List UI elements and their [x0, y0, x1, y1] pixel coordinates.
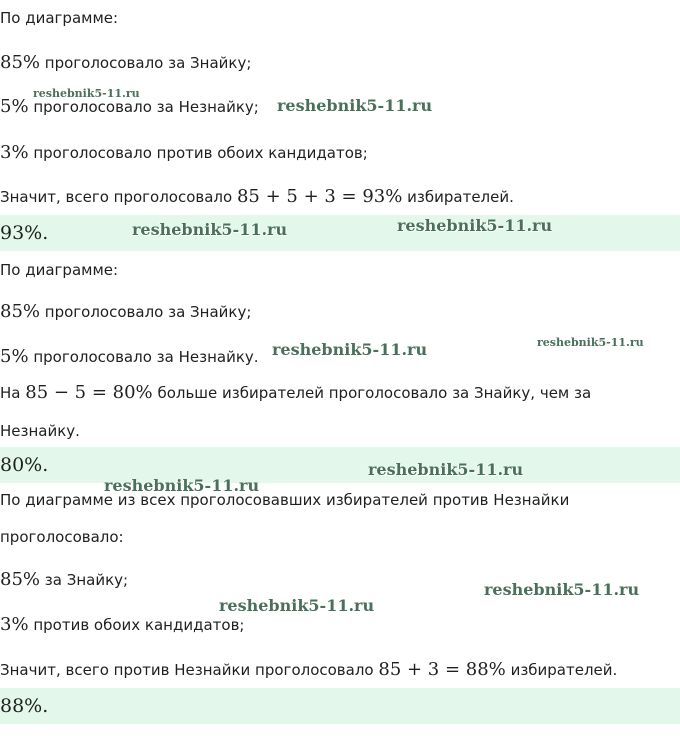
s2-intro: По диаграмме: [0, 261, 119, 279]
watermark: reshebnik5-11.ru [368, 460, 524, 479]
s2-answer: 80%. [0, 454, 49, 476]
s2-percent-znayka: 85% [0, 301, 41, 322]
watermark: reshebnik5-11.ru [484, 580, 640, 599]
s1-percent-znayka: 85% [0, 52, 41, 73]
s2-difference: На 85 − 5 = 80% больше избирателей проголосовало за Знайку, чем за [0, 382, 592, 403]
watermark: reshebnik5-11.ru [397, 216, 553, 235]
watermark: reshebnik5-11.ru [272, 340, 428, 359]
watermark: reshebnik5-11.ru [219, 596, 375, 615]
s3-conclusion: Значит, всего против Незнайки проголосовало 85 + 3 = 88% избирателей. [0, 659, 618, 680]
s2-percent-neznayka: 5% [0, 346, 29, 367]
watermark: reshebnik5-11.ru [104, 476, 260, 495]
s2-equation: 85 − 5 = 80% [25, 382, 153, 403]
s1-percent-neznayka: 5% [0, 96, 29, 117]
s3-line-against: 3% против обоих кандидатов; [0, 614, 245, 635]
s3-answer: 88%. [0, 695, 49, 717]
s3-line-znayka: 85% за Знайку; [0, 569, 129, 590]
s3-percent-znayka: 85% [0, 569, 41, 590]
s1-line-neznayka: 5% проголосовало за Незнайку; [0, 96, 259, 117]
s3-equation: 85 + 3 = 88% [378, 659, 506, 680]
s3-intro-cont: проголосовало: [0, 528, 124, 546]
s1-line-against: 3% проголосовало против обоих кандидатов; [0, 142, 368, 163]
watermark: reshebnik5-11.ru [277, 96, 433, 115]
watermark: reshebnik5-11.ru [132, 220, 288, 239]
s2-line-znayka: 85% проголосовало за Знайку; [0, 301, 252, 322]
s1-percent-against: 3% [0, 142, 29, 163]
watermark: reshebnik5-11.ru [537, 336, 644, 349]
s2-answer-box [0, 447, 680, 483]
s3-percent-against: 3% [0, 614, 29, 635]
s3-answer-box [0, 688, 680, 724]
s1-conclusion: Значит, всего проголосовало 85 + 5 + 3 = 93% избирателей. [0, 186, 514, 207]
s3-intro: По диаграмме из всех проголосовавших избирателей против Незнайки [0, 491, 570, 509]
s2-difference-cont: Незнайку. [0, 422, 80, 440]
watermark: reshebnik5-11.ru [33, 87, 140, 100]
s1-line-znayka: 85% проголосовало за Знайку; [0, 52, 252, 73]
s2-line-neznayka: 5% проголосовало за Незнайку. [0, 346, 259, 367]
s1-intro: По диаграмме: [0, 9, 119, 27]
s1-answer: 93%. [0, 222, 49, 244]
s1-answer-box [0, 215, 680, 251]
s1-equation: 85 + 5 + 3 = 93% [236, 186, 403, 207]
